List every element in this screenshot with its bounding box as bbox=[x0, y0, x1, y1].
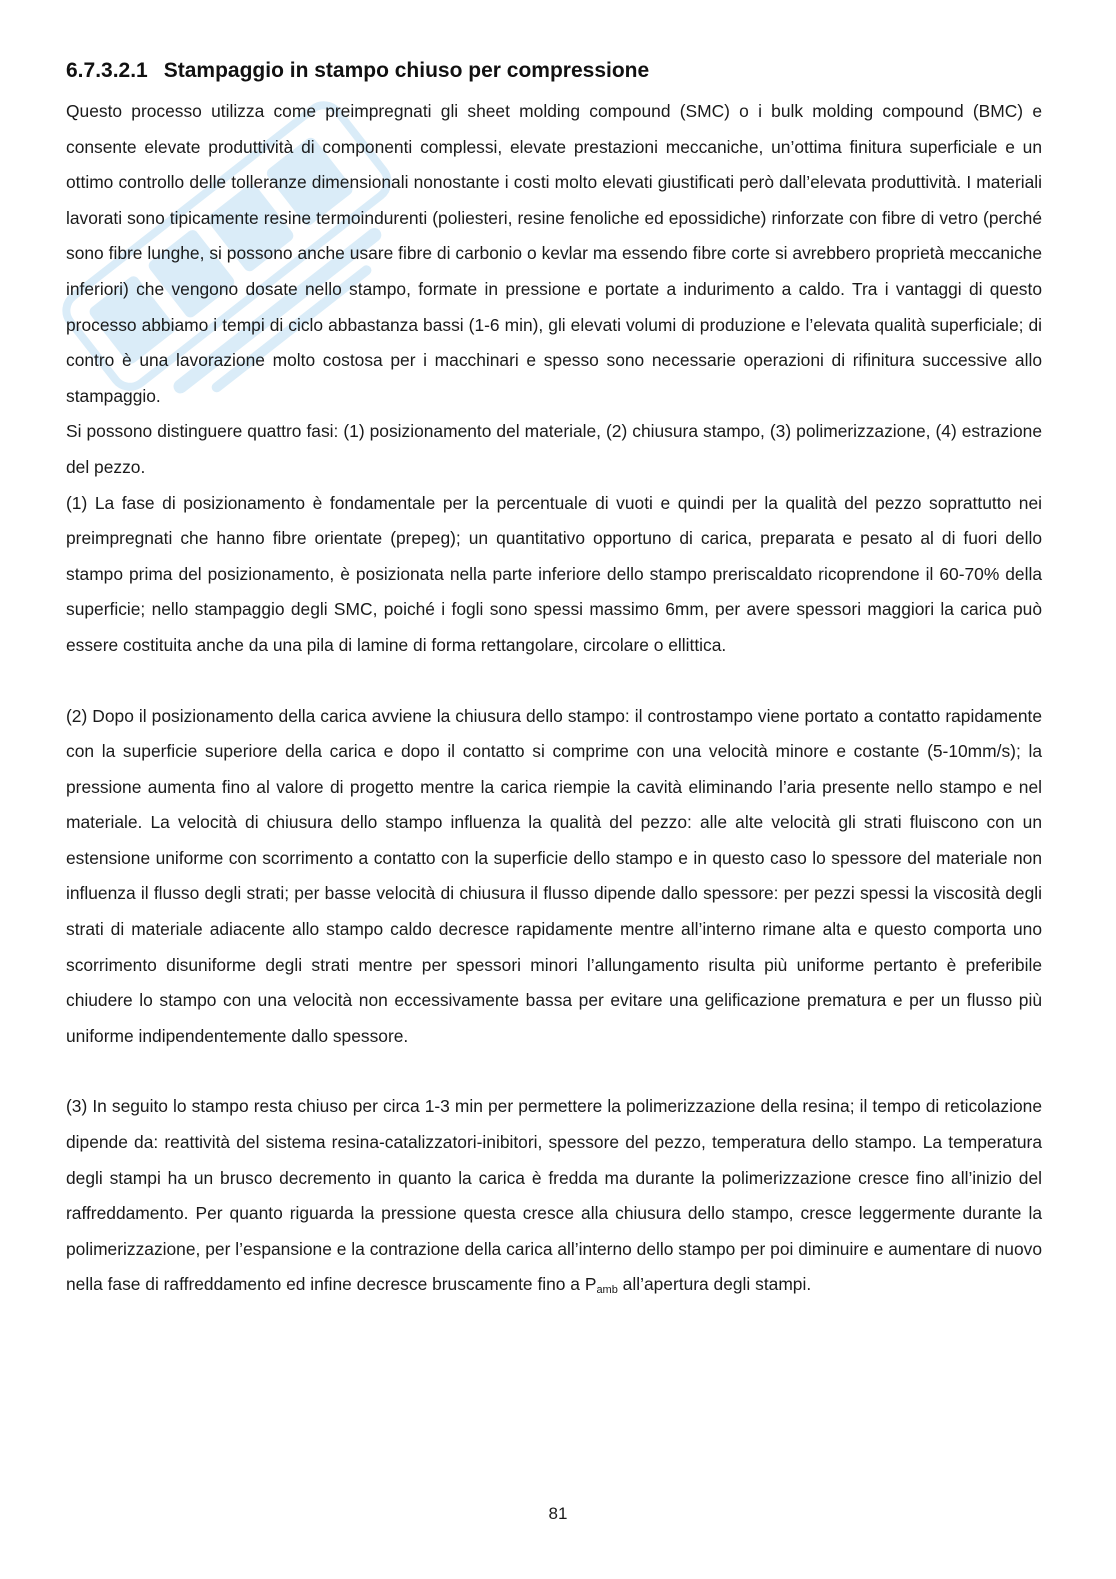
section-heading bbox=[66, 54, 1042, 88]
section-title: Stampaggio in stampo chiuso per compressione bbox=[163, 59, 650, 82]
paragraph-phase-3-text: (3) In seguito lo stampo resta chiuso per circa 1-3 min per permettere la polimerizzazione della resina; il tempo di reticolazione dipende da: reattività del sistema resina-catalizzatori-inibitori, spessore del pezzo, temperatura dello stampo. La temperatura degli stampi ha un brusco decremento in quanto la carica è fredda ma durante la polimerizzazione cresce fino all’inizio del raffreddamento. Per quanto riguarda la pressione questa cresce alla chiusura dello stampo, cresce leggermente durante la polimerizzazione, per l’espansione e la contrazione della carica all’interno dello stampo per poi diminuire e aumentare di nuovo nella fase di raffreddamento ed infine decresce bruscamente fino a bbox=[66, 1096, 1042, 1295]
paragraph-phase-2: (2) Dopo il posizionamento della carica avviene la chiusura dello stampo: il controstampo viene portato a contatto rapidamente con la superficie superiore della carica e dopo il contatto si comprime con una velocità minore e costante (5-10mm/s); la pressione aumenta fino al valore di progetto mentre la carica riempie la cavità eliminando l’aria presente nello stampo e nel materiale. La velocità di chiusura dello stampo influenza la qualità del pezzo: alle alte velocità gli strati fluiscono con un estensione uniforme con scorrimento a contatto con la superficie dello stampo e in questo caso lo spessore del materiale non influenza il flusso degli strati; per basse velocità di chiusura il flusso dipende dallo spessore: per pezzi spessi la viscosità degli strati di materiale adiacente allo stampo caldo decresce rapidamente mentre all’interno rimane alta e questo comporta uno scorrimento disuniforme degli strati mentre per spessori minori l’allungamento risulta più uniforme pertanto è preferibile chiudere lo stampo con una velocità non eccessivamente bassa per evitare una gelificazione prematura e per un flusso più uniforme indipendentemente dallo spessore. bbox=[66, 705, 1042, 1046]
paragraph-phase-3-end: all’apertura degli stampi. bbox=[617, 1274, 812, 1295]
page-content bbox=[66, 54, 1042, 1303]
paragraph-phase-1: (1) La fase di posizionamento è fondamentale per la percentuale di vuoti e quindi per la qualità del pezzo soprattutto nei preimpregnati che hanno fibre orientate (prepeg); un quantitativo opportuno di carica, preparata e pesato al di fuori dello stampo prima del posizionamento, è posizionata nella parte inferiore dello stampo preriscaldato ricoprendone il 60-70% della superficie; nello stampaggio degli SMC, poiché i fogli sono spessi massimo 6mm, per avere spessori maggiori la carica può essere costituita anche da una pila di lamine di forma rettangolare, circolare o ellittica. bbox=[66, 492, 1042, 655]
pressure-subscript: amb bbox=[596, 1284, 618, 1297]
page-number: 81 bbox=[548, 1504, 568, 1523]
paragraph-phases: Si possono distinguere quattro fasi: (1) posizionamento del materiale, (2) chiusura stampo, (3) polimerizzazione, (4) estrazione del pezzo. bbox=[66, 421, 1042, 477]
paragraph-phase-3 bbox=[66, 1089, 1042, 1303]
paragraph-intro: Questo processo utilizza come preimpregnati gli sheet molding compound (SMC) o i bulk molding compound (BMC) e consente elevate produttività di componenti complessi, elevate prestazioni meccaniche, un’ottima finitura superficiale e un ottimo controllo delle tolleranze dimensionali nonostante i costi molto elevati giustificati però dall’elevata produttività. I materiali lavorati sono tipicamente resine termoindurenti (poliesteri, resine fenoliche ed epossidiche) rinforzate con fibre di vetro (perché sono fibre lunghe, si possono anche usare fibre di carbonio o kevlar ma essendo fibre corte si avrebbero proprietà meccaniche inferiori) che vengono dosate nello stampo, formate in pressione e portate a indurimento a caldo. Tra i vantaggi di questo processo abbiamo i tempi di ciclo abbastanza bassi (1-6 min), gli elevati volumi di produzione e l’elevata qualità superficiale; di contro è una lavorazione molto costosa per i macchinari e spesso sono necessarie operazioni di rifinitura successive allo stampaggio. bbox=[66, 101, 1042, 406]
section-number: 6.7.3.2.1 bbox=[66, 59, 148, 82]
pressure-symbol: P bbox=[584, 1274, 597, 1295]
